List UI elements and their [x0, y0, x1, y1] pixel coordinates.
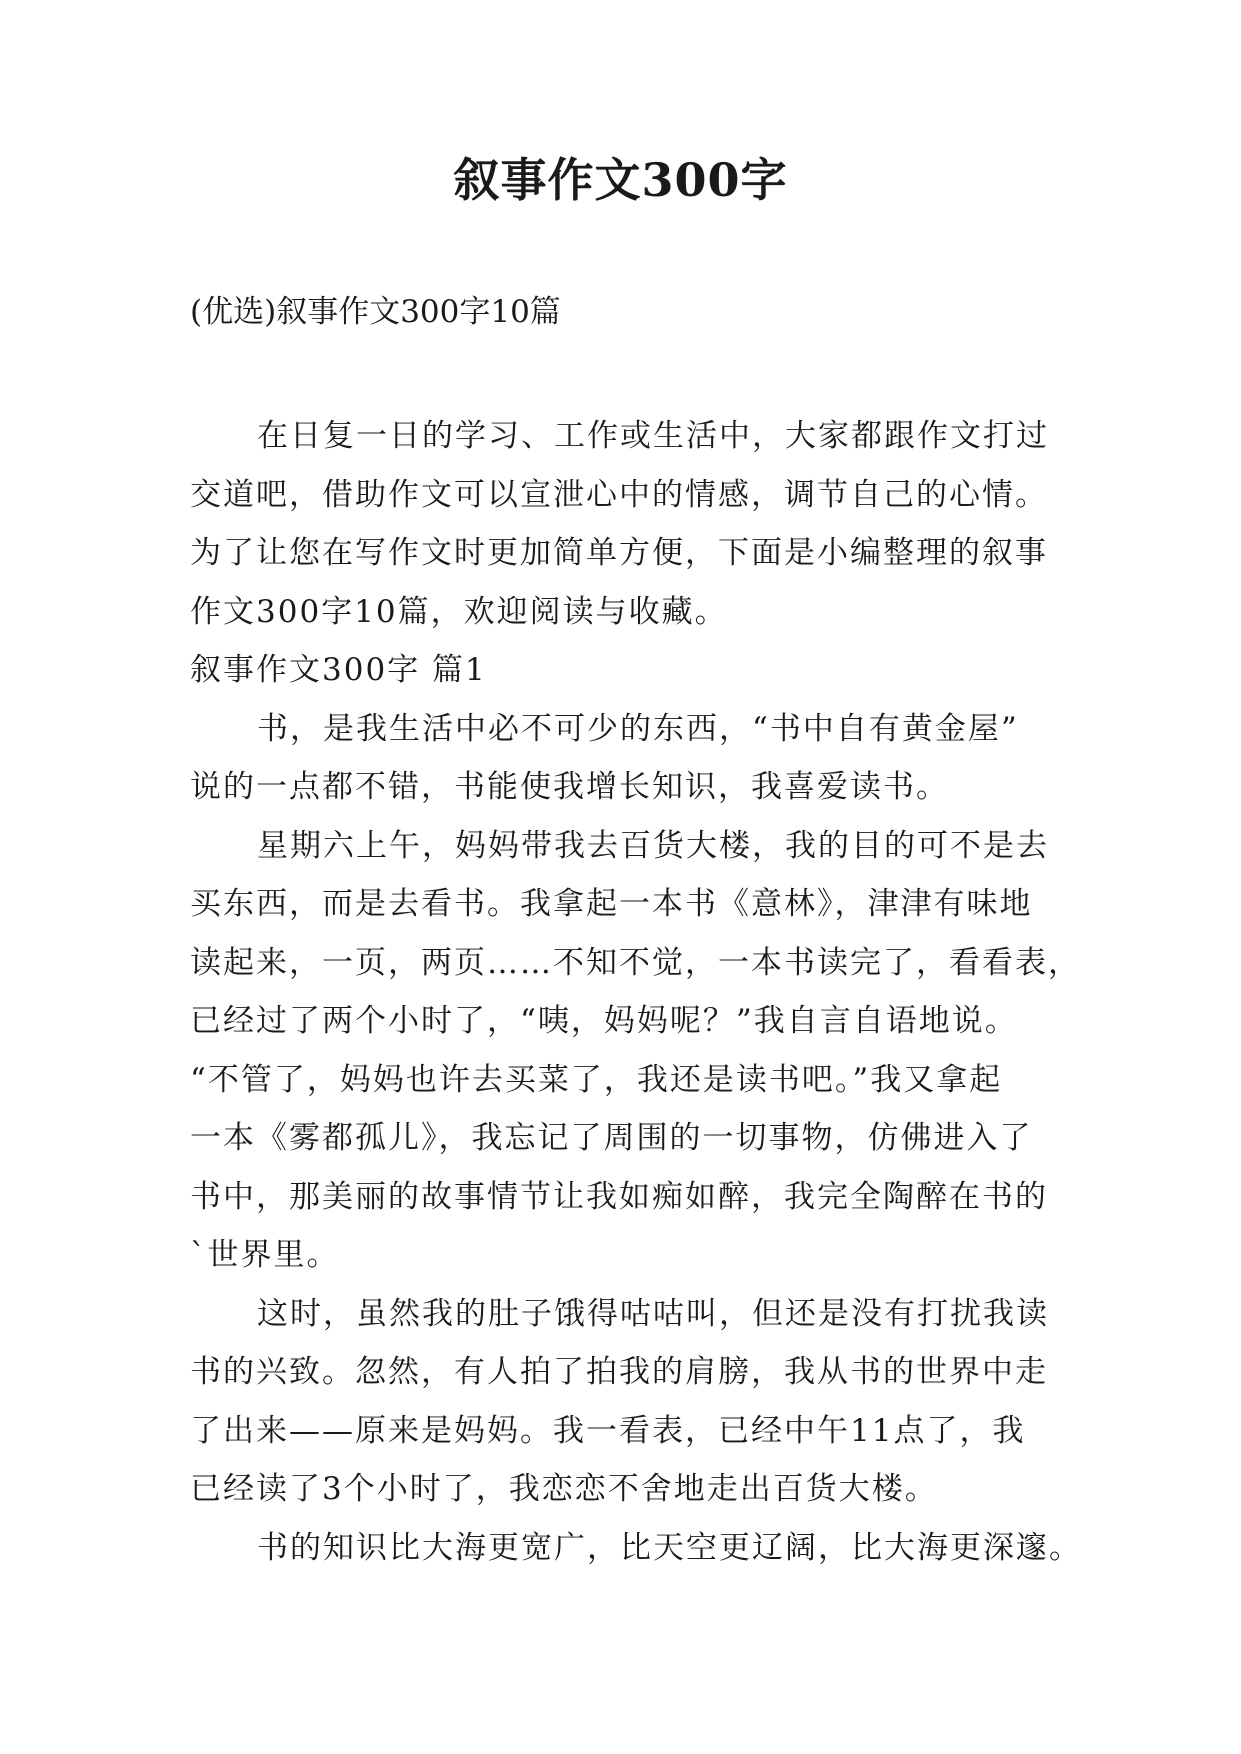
body-line: 交道吧，借助作文可以宣泄心中的情感，调节自己的心情。 [190, 476, 1048, 513]
body-line: 书的知识比大海更宽广，比天空更辽阔，比大海更深邃。 [257, 1529, 1082, 1566]
body-line: 星期六上午，妈妈带我去百货大楼，我的目的可不是去 [257, 827, 1049, 864]
body-line: 为了让您在写作文时更加简单方便，下面是小编整理的叙事 [190, 535, 1048, 571]
body-line: 在日复一日的学习、工作或生活中，大家都跟作文打过 [257, 418, 1049, 454]
body-line: 书，是我生活中必不可少的东西，“书中自有黄金屋” [257, 710, 1019, 747]
document-title: 叙事作文300字 [453, 153, 788, 207]
body-line: 书的兴致。忽然，有人拍了拍我的肩膀，我从书的世界中走 [190, 1354, 1048, 1390]
body-line: 已经读了3个小时了，我恋恋不舍地走出百货大楼。 [190, 1471, 938, 1507]
body-line: 已经过了两个小时了，“咦，妈妈呢？”我自言自语地说。 [190, 1003, 1018, 1039]
body-line: 一本《雾都孤儿》，我忘记了周围的一切事物，仿佛进入了 [190, 1120, 1033, 1156]
body-line: 说的一点都不错，书能使我增长知识，我喜爱读书。 [190, 769, 949, 805]
body-line: 了出来——原来是妈妈。我一看表，已经中午11点了，我 [190, 1412, 1026, 1449]
body-line: 书中，那美丽的故事情节让我如痴如醉，我完全陶醉在书的 [190, 1178, 1048, 1215]
document-subtitle: (优选)叙事作文300字10篇 [190, 294, 561, 330]
body-line: `世界里。 [190, 1237, 340, 1273]
section-heading: 叙事作文300字 篇1 [190, 652, 487, 688]
body-line: “不管了，妈妈也许去买菜了，我还是读书吧。”我又拿起 [190, 1061, 1003, 1098]
body-line: 买东西，而是去看书。我拿起一本书《意林》，津津有味地 [190, 886, 1033, 922]
body-line: 这时，虽然我的肚子饿得咕咕叫，但还是没有打扰我读 [257, 1295, 1049, 1332]
body-line: 读起来，一页，两页……不知不觉，一本书读完了，看看表， [190, 944, 1081, 981]
body-line: 作文300字10篇，欢迎阅读与收藏。 [190, 593, 728, 630]
document-body [190, 407, 1082, 1577]
